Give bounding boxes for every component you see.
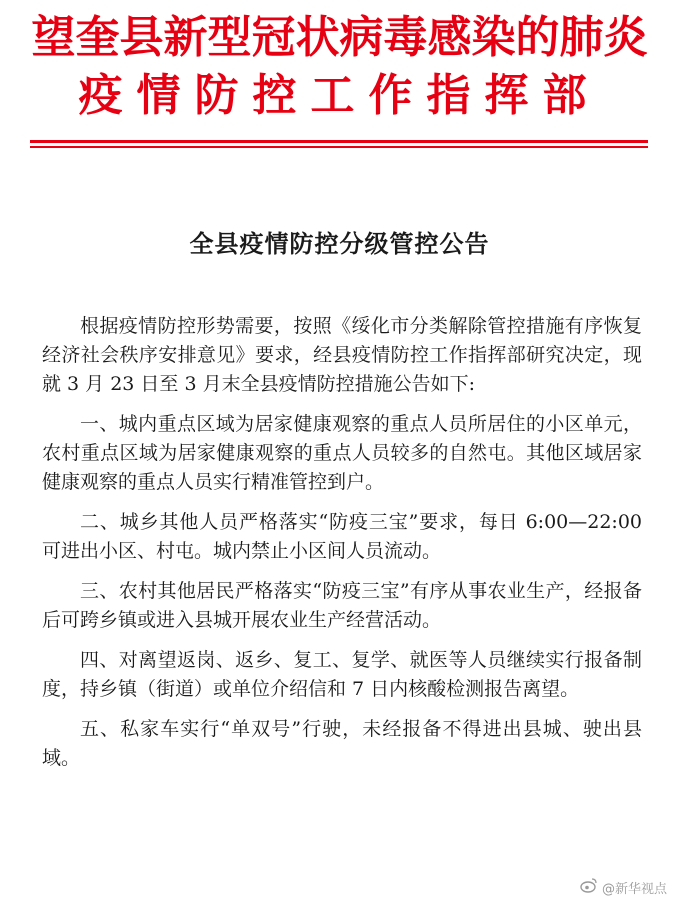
weibo-icon	[580, 877, 598, 897]
paragraph-item-5: 五、私家车实行“单双号”行驶，未经报备不得进出县城、驶出县域。	[42, 718, 642, 769]
paragraph-item-2: 二、城乡其他人员严格落实“防疫三宝”要求，每日 6:00—22:00 可进出小区、村屯。城内禁止小区间人员流动。	[42, 511, 642, 562]
notice-body	[42, 312, 642, 784]
paragraph-item-1: 一、城内重点区域为居家健康观察的重点人员所居住的小区单元，农村重点区域为居家健康观察的重点人员较多的自然屯。其他区域居家健康观察的重点人员实行精准管控到户。	[42, 413, 642, 493]
header-red-rule-thin	[30, 146, 648, 148]
header-red-rule	[30, 140, 648, 143]
header-line-1: 望奎县新型冠状病毒感染的肺炎	[31, 12, 648, 63]
paragraph-item-3: 三、农村其他居民严格落实“防疫三宝”有序从事农业生产，经报备后可跨乡镇或进入县城开展农业生产经营活动。	[42, 580, 642, 631]
watermark-text: @新华视点	[601, 881, 667, 897]
paragraph-intro: 根据疫情防控形势需要，按照《绥化市分类解除管控措施有序恢复经济社会秩序安排意见》要求，经县疫情防控工作指挥部研究决定，现就 3 月 23 日至 3 月末全县疫情防控措施公告如下:	[42, 315, 642, 395]
notice-title: 全县疫情防控分级管控公告	[189, 229, 490, 258]
paragraph-item-4: 四、对离望返岗、返乡、复工、复学、就医等人员继续实行报备制度，持乡镇（街道）或单位介绍信和 7 日内核酸检测报告离望。	[42, 649, 642, 700]
watermark	[580, 877, 667, 897]
header-line-2: 疫情防控工作指挥部	[78, 70, 601, 121]
